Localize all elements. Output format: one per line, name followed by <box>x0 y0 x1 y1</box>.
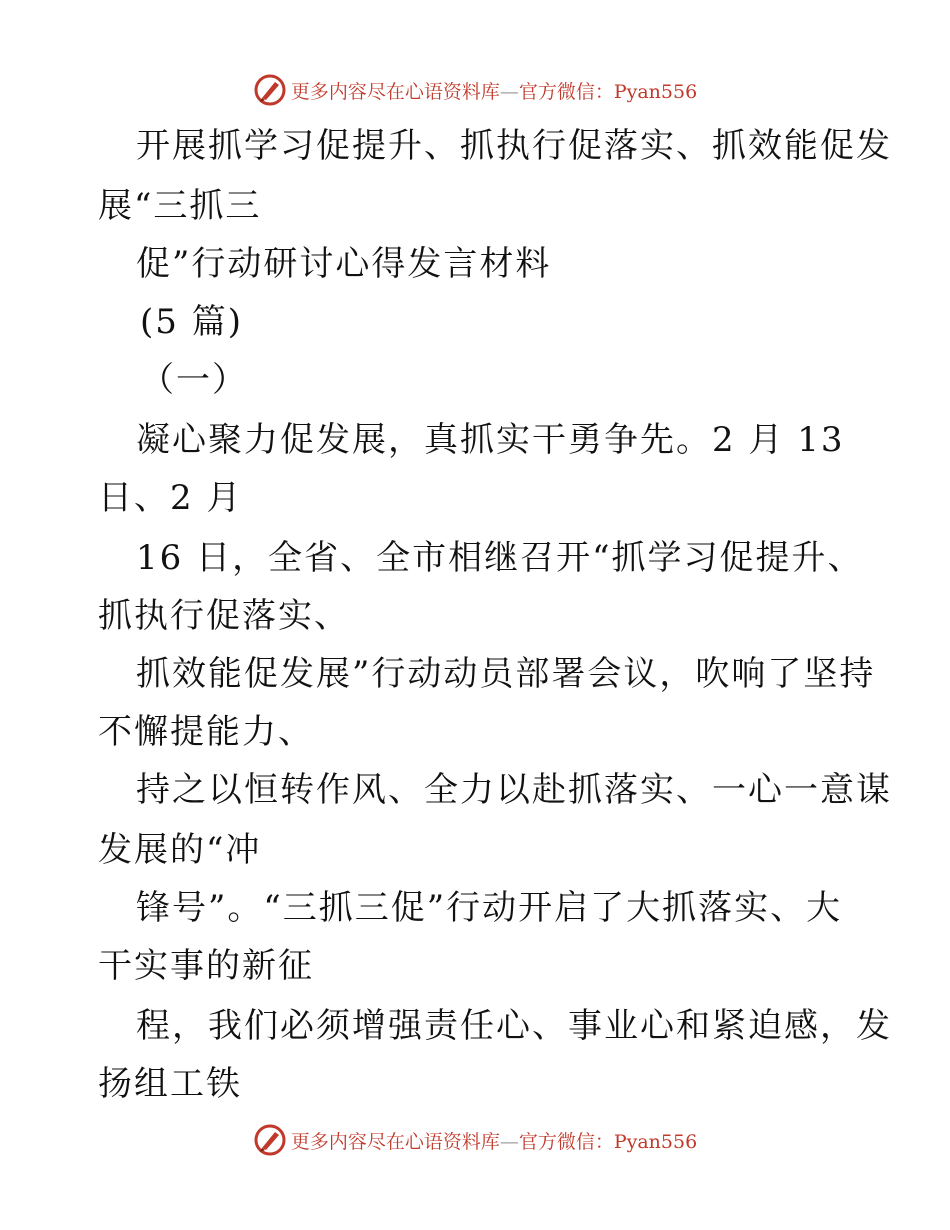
doc-line-15: 干实事的新征 <box>98 946 314 986</box>
doc-line-4: (5 篇) <box>140 302 243 342</box>
doc-line-5: （一） <box>140 360 248 400</box>
doc-line-11: 不懈提能力、 <box>98 712 314 752</box>
footer-brand-text: 更多内容尽在心语资料库 <box>290 1130 500 1153</box>
doc-line-16: 程，我们必须增强责任心、事业心和紧迫感，发 <box>136 1006 892 1046</box>
footer-separator: — <box>499 1130 519 1153</box>
doc-line-3: 促”行动研讨心得发言材料 <box>136 244 552 284</box>
footer-wechat-text: 官方微信：Pyan556 <box>518 1130 698 1153</box>
header-banner-text <box>291 77 697 104</box>
pen-emblem-icon <box>253 1123 287 1157</box>
doc-line-8: 16 日，全省、全市相继召开“抓学习促提升、 <box>136 538 864 578</box>
doc-line-7: 日、2 月 <box>98 478 243 518</box>
footer-banner-text <box>291 1127 697 1154</box>
pen-emblem-icon <box>253 73 287 107</box>
footer-banner <box>0 1120 950 1160</box>
doc-line-12: 持之以恒转作风、全力以赴抓落实、一心一意谋 <box>136 770 892 810</box>
doc-line-6: 凝心聚力促发展，真抓实干勇争先。2 月 13 <box>136 420 845 460</box>
header-brand-text: 更多内容尽在心语资料库 <box>290 80 500 103</box>
doc-line-14: 锋号”。“三抓三促”行动开启了大抓落实、大 <box>136 888 843 928</box>
doc-line-1: 开展抓学习促提升、抓执行促落实、抓效能促发 <box>136 126 892 166</box>
doc-line-9: 抓执行促落实、 <box>98 596 350 636</box>
doc-line-13: 发展的“冲 <box>98 830 262 870</box>
doc-line-17: 扬组工铁 <box>98 1064 242 1104</box>
header-wechat-text: 官方微信：Pyan556 <box>518 80 698 103</box>
header-separator: — <box>499 80 519 103</box>
doc-line-2: 展“三抓三 <box>98 186 262 226</box>
doc-line-10: 抓效能促发展”行动动员部署会议，吹响了坚持 <box>136 654 876 694</box>
header-banner <box>0 70 950 110</box>
